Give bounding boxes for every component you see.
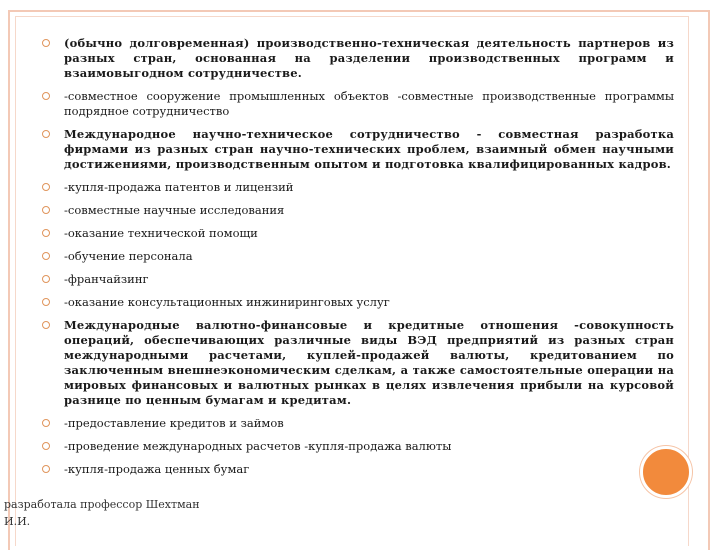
bullet-icon [42, 419, 50, 427]
list-item-text: -франчайзинг [64, 272, 149, 286]
bullet-icon [42, 183, 50, 191]
list-item-text: -оказание консультационных инжиниринговых услуг [64, 295, 390, 309]
list-item [42, 89, 674, 119]
list-item [42, 36, 674, 81]
bullet-icon [42, 442, 50, 450]
bullet-icon [42, 229, 50, 237]
list-item [42, 462, 674, 477]
list-item [42, 416, 674, 431]
list-item [42, 127, 674, 172]
bullet-icon [42, 252, 50, 260]
list-item-text: -предоставление кредитов и займов [64, 416, 284, 430]
list-item [42, 272, 674, 287]
bullet-icon [42, 130, 50, 138]
bullet-icon [42, 275, 50, 283]
list-item [42, 318, 674, 408]
list-item-text: -обучение персонала [64, 249, 193, 263]
bullet-icon [42, 298, 50, 306]
bullet-icon [42, 321, 50, 329]
list-item-text: -оказание технической помощи [64, 226, 258, 240]
list-item-text: (обычно долговременная) производственно-техническая деятельность партнеров из разных стран, основанная на разделении производственных программ и взаимовыгодном сотрудничестве. [64, 36, 674, 80]
list-item [42, 226, 674, 241]
bullet-list [42, 36, 674, 477]
list-item [42, 439, 674, 454]
list-item [42, 180, 674, 195]
list-item-text: -совместное сооружение промышленных объектов -совместные производственные программы подрядное сотрудничество [64, 89, 674, 118]
list-item-text: -купля-продажа ценных бумаг [64, 462, 250, 476]
bullet-icon [42, 465, 50, 473]
list-item [42, 249, 674, 264]
list-item-text: Международные валютно-финансовые и кредитные отношения -совокупность операций, обеспечивающих различные виды ВЭД предприятий из разных стран международными расчетами, куплей-продажей валюты, кредитованием по заключенным внешнеэкономическим сделкам, а также самостоятельные операции на мировых финансовых и валютных рынках в целях извлечения прибыли на курсовой разнице по ценным бумагам и кредитам. [64, 318, 674, 407]
author-line-2: И.И. [4, 515, 31, 528]
author-line-1: разработала профессор Шехтман [4, 498, 200, 511]
list-item-text: -купля-продажа патентов и лицензий [64, 180, 294, 194]
list-item-text: -совместные научные исследования [64, 203, 285, 217]
list-item [42, 295, 674, 310]
list-item-text: Международное научно-техническое сотрудничество - совместная разработка фирмами из разных стран научно-технических проблем, взаимный обмен научными достижениями, производственным опытом и подготовка квалифицированных кадров. [64, 127, 674, 171]
bullet-icon [42, 92, 50, 100]
list-item-text: -проведение международных расчетов -купля-продажа валюты [64, 439, 452, 453]
bullet-icon [42, 206, 50, 214]
bullet-icon [42, 39, 50, 47]
list-item [42, 203, 674, 218]
